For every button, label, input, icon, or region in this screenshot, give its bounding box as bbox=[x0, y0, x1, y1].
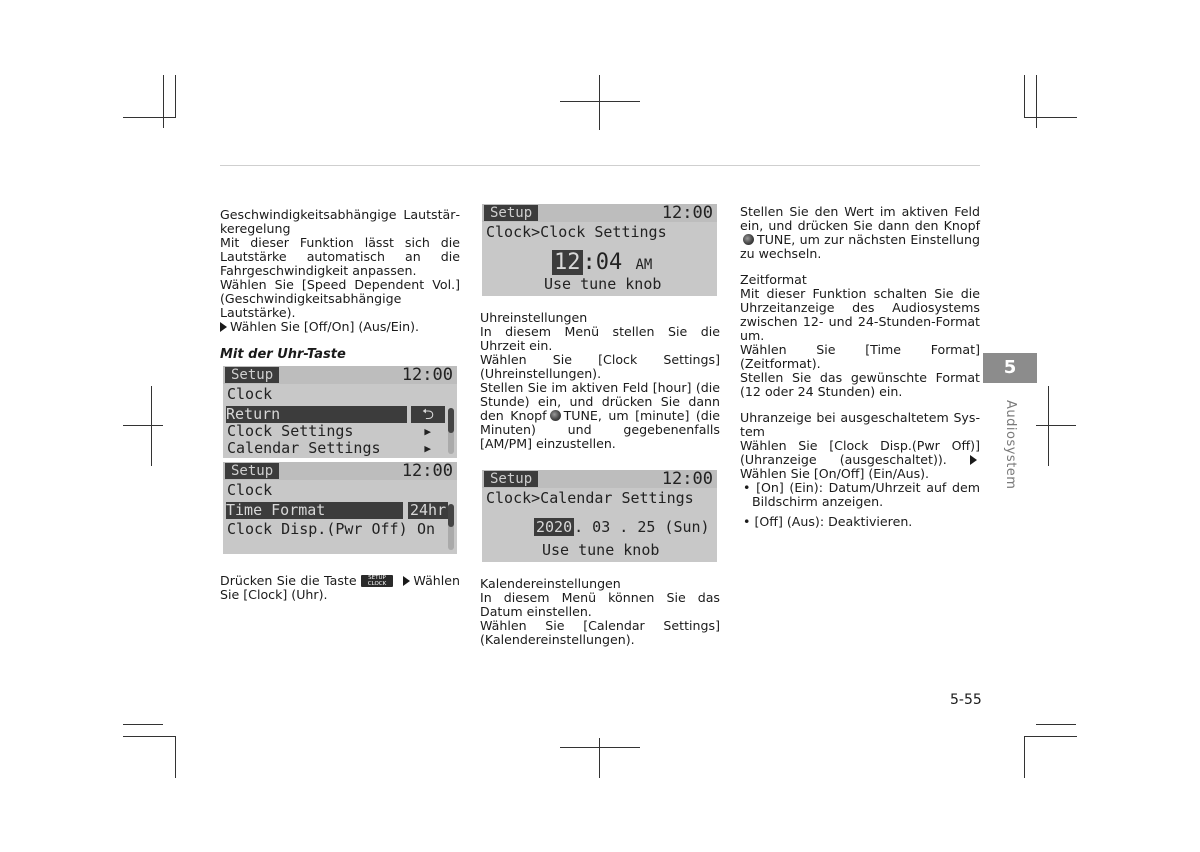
tune-knob-icon bbox=[550, 410, 561, 421]
paragraph: Mit dieser Funktion lässt sich die Lautstärke automatisch an die Fahrgeschwindigkeit anpassen. bbox=[220, 235, 460, 278]
return-icon: ⮌ bbox=[411, 406, 445, 423]
lcd-hint: Use tune knob bbox=[544, 275, 662, 293]
lcd-title: Clock bbox=[227, 481, 273, 499]
lcd-screen-clock-menu bbox=[223, 366, 457, 458]
lcd-title: Clock>Clock Settings bbox=[486, 223, 667, 241]
paragraph: Wählen Sie [Clock Disp.(Pwr Off)] (Uhranzeige (ausgeschaltet)). Wählen Sie [On/Off] (Ein/Aus). bbox=[740, 438, 980, 481]
lcd-value-clock-disp: On bbox=[417, 520, 436, 538]
arrow-right-icon bbox=[403, 576, 410, 586]
column-left bbox=[220, 208, 460, 362]
page-number: 5-55 bbox=[950, 692, 982, 708]
header-rule bbox=[220, 165, 980, 166]
lcd-tab: Setup bbox=[225, 463, 279, 479]
lcd-time: 12:00 bbox=[401, 462, 453, 481]
list-item: • [On] (Ein): Datum/Uhrzeit auf dem Bildschirm anzeigen. bbox=[743, 480, 981, 509]
lcd-item-clock-settings: Clock Settings bbox=[227, 422, 354, 440]
arrow-right-icon bbox=[970, 455, 977, 465]
chapter-name: Audiosystem bbox=[1003, 400, 1018, 490]
lcd-time: 12:00 bbox=[401, 366, 453, 385]
lcd-value-time-format: 24hr bbox=[410, 501, 447, 519]
paragraph: Stellen Sie das gewünschte Format (12 oder 24 Stunden) ein. bbox=[740, 370, 980, 399]
column-middle-bottom bbox=[480, 577, 720, 647]
list-item: • [Off] (Aus): Deaktivieren. bbox=[743, 514, 913, 529]
lcd-tab: Setup bbox=[484, 471, 538, 487]
lcd-date-rest: . 03 . 25 (Sun) bbox=[574, 518, 710, 536]
paragraph: Drücken Sie die Taste SETUP CLOCK Wählen Sie [Clock] (Uhr). bbox=[220, 573, 460, 602]
chapter-number-tab: 5 bbox=[983, 353, 1037, 383]
lcd-time: 12:00 bbox=[661, 470, 713, 489]
lcd-item-clock-disp: Clock Disp.(Pwr Off) bbox=[227, 520, 408, 538]
lcd-scrollbar bbox=[448, 504, 454, 550]
chevron-right-icon: ▶ bbox=[424, 425, 431, 438]
lcd-date-value bbox=[534, 519, 710, 536]
column-middle bbox=[480, 311, 720, 451]
lcd-minute: :04 bbox=[582, 250, 623, 275]
lcd-screen-clock-settings bbox=[482, 204, 717, 296]
paragraph: In diesem Menü stellen Sie die Uhrzeit ein. bbox=[480, 324, 720, 353]
paragraph: Stellen Sie den Wert im aktiven Feld ein, und drücken Sie dann den KnopfTUNE, um zur nächsten Einstellung zu wechseln. bbox=[740, 204, 980, 261]
lcd-tab: Setup bbox=[225, 367, 279, 383]
heading-clock-display-off: Uhranzeige bei ausgeschaltetem System bbox=[740, 410, 980, 439]
heading-speed-volume: Geschwindigkeitsabhängige Lautstärkeregelung bbox=[220, 207, 460, 236]
lcd-screen-calendar-settings bbox=[482, 470, 717, 562]
lcd-time: 12:00 bbox=[661, 204, 713, 223]
lcd-screen-clock-options bbox=[223, 462, 457, 554]
lcd-year: 2020 bbox=[536, 518, 573, 536]
lcd-ampm: AM bbox=[635, 257, 653, 273]
arrow-right-icon bbox=[220, 322, 227, 332]
column-right bbox=[740, 205, 980, 529]
heading-time-format: Zeitformat bbox=[740, 272, 807, 287]
paragraph: Wählen Sie [Off/On] (Aus/Ein). bbox=[220, 320, 460, 334]
lcd-tab: Setup bbox=[484, 205, 538, 221]
heading-clock-key: Mit der Uhr-Taste bbox=[220, 347, 346, 362]
paragraph: Wählen Sie [Speed Dependent Vol.] (Geschwindigkeitsabhängige Lautstärke). bbox=[220, 277, 460, 320]
paragraph: Mit dieser Funktion schalten Sie die Uhrzeitanzeige des Audiosystems zwischen 12- und 24-Stunden-Format um. bbox=[740, 286, 980, 343]
heading-calendar-settings: Kalendereinstellungen bbox=[480, 576, 621, 591]
lcd-clock-value bbox=[552, 250, 652, 278]
lcd-item-calendar-settings: Calendar Settings bbox=[227, 439, 381, 457]
lcd-scrollbar bbox=[448, 408, 454, 454]
tune-knob-icon bbox=[743, 234, 754, 245]
setup-clock-button-icon: SETUP CLOCK bbox=[361, 575, 393, 587]
paragraph: Wählen Sie [Time Format] (Zeitformat). bbox=[740, 342, 980, 371]
paragraph: Wählen Sie [Clock Settings] (Uhreinstellungen). bbox=[480, 352, 720, 381]
heading-clock-settings: Uhreinstellungen bbox=[480, 310, 588, 325]
paragraph: Stellen Sie im aktiven Feld [hour] (die Stunde) ein, und drücken Sie dann den Knopf TUNE, um [minute] (die Minuten) und gegebenenfalls [AM/PM] einzustellen. bbox=[480, 380, 720, 451]
column-left-bottom bbox=[220, 574, 460, 602]
lcd-title: Clock>Calendar Settings bbox=[486, 489, 694, 507]
lcd-item-return: Return bbox=[226, 406, 407, 423]
lcd-item-time-format: Time Format bbox=[226, 502, 403, 519]
paragraph: In diesem Menü können Sie das Datum einstellen. bbox=[480, 590, 720, 619]
lcd-hint: Use tune knob bbox=[542, 541, 660, 559]
paragraph: Wählen Sie [Calendar Settings] (Kalendereinstellungen). bbox=[480, 618, 720, 647]
lcd-hour: 12 bbox=[554, 250, 581, 275]
chevron-right-icon: ▶ bbox=[424, 442, 431, 455]
lcd-title: Clock bbox=[227, 385, 273, 403]
